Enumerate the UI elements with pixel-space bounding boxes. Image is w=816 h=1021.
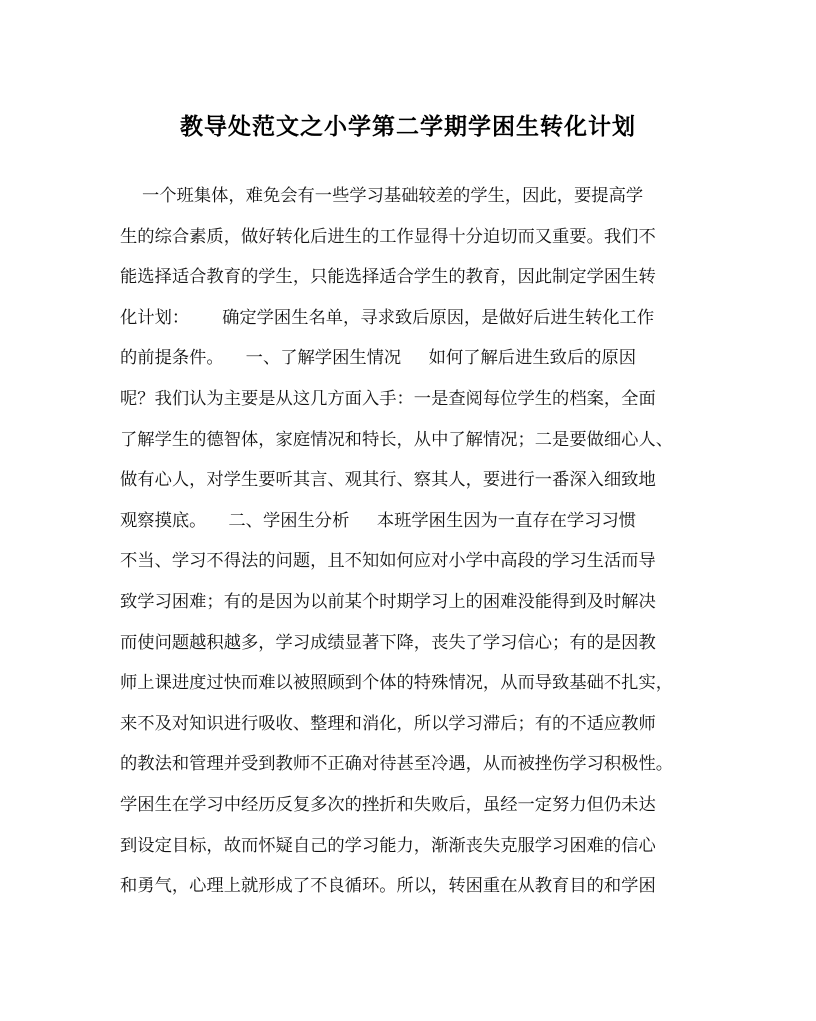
body-line: 生的综合素质，做好转化后进生的工作显得十分迫切而又重要。我们不 xyxy=(120,226,656,247)
document-body xyxy=(120,183,700,914)
body-line: 不当、学习不得法的问题，且不知如何应对小学中高段的学习生活而导 xyxy=(120,551,656,572)
document-title: 教导处范文之小学第二学期学困生转化计划 xyxy=(180,113,636,140)
body-line: 学困生在学习中经历反复多次的挫折和失败后，虽经一定努力但仍未达 xyxy=(120,794,656,815)
body-line: 来不及对知识进行吸收、整理和消化，所以学习滞后；有的不适应教师 xyxy=(120,713,656,734)
body-line: 观察摸底。 二、学困生分析 本班学困生因为一直存在学习习惯 xyxy=(120,510,637,531)
body-line: 一个班集体，难免会有一些学习基础较差的学生，因此，要提高学 xyxy=(120,186,644,206)
body-line: 做有心人，对学生要听其言、观其行、察其人，要进行一番深入细致地 xyxy=(120,470,656,491)
body-line: 到设定目标，故而怀疑自己的学习能力，渐渐丧失克服学习困难的信心 xyxy=(120,835,656,856)
body-line: 的教法和管理并受到教师不正确对待甚至冷遇，从而被挫伤学习积极性。 xyxy=(120,754,674,775)
body-line: 和勇气，心理上就形成了不良循环。所以，转困重在从教育目的和学困 xyxy=(120,876,656,897)
body-line: 能选择适合教育的学生，只能选择适合学生的教育，因此制定学困生转 xyxy=(120,267,656,288)
body-line: 化计划： 确定学困生名单，寻求致后原因，是做好后进生转化工作 xyxy=(120,307,655,328)
body-line: 而使问题越积越多，学习成绩显著下降，丧失了学习信心；有的是因教 xyxy=(120,632,656,653)
body-line: 师上课进度过快而难以被照顾到个体的特殊情况，从而导致基础不扎实， xyxy=(120,673,674,694)
body-line: 呢？我们认为主要是从这几方面入手：一是查阅每位学生的档案，全面 xyxy=(120,388,656,409)
body-line: 致学习困难；有的是因为以前某个时期学习上的困难没能得到及时解决 xyxy=(120,591,656,612)
body-line: 了解学生的德智体，家庭情况和特长，从中了解情况；二是要做细心人、 xyxy=(120,429,674,450)
body-line: 的前提条件。 一、了解学困生情况 如何了解后进生致后的原因 xyxy=(120,348,637,369)
